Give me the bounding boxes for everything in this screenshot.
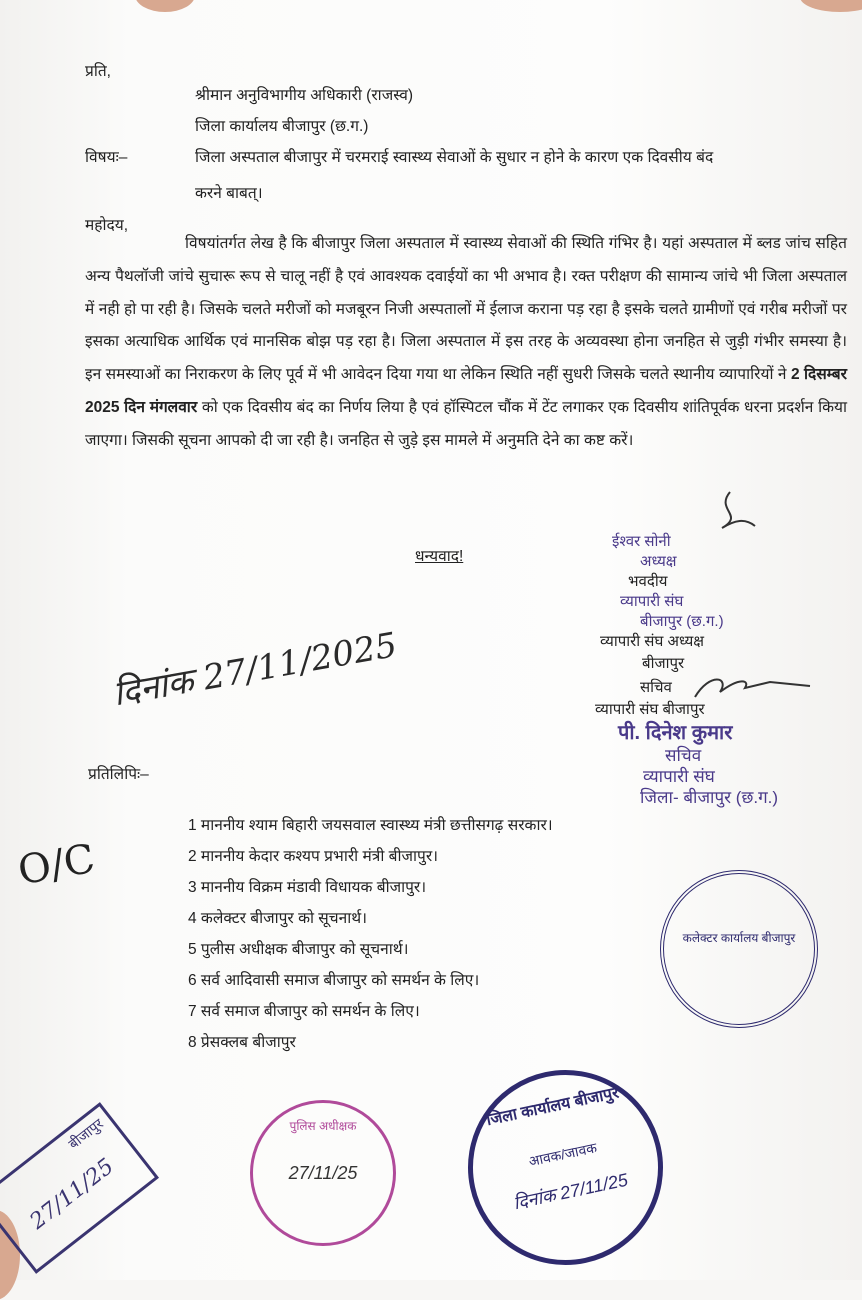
inward-stamp-rect xyxy=(0,1102,159,1274)
handwritten-date: दिनांक 27/11/2025 xyxy=(110,625,401,715)
stamp1-date: 27/11/25 xyxy=(25,1154,119,1235)
collector-stamp xyxy=(660,870,818,1028)
secretary-stamp-place: जिला- बीजापुर (छ.ग.) xyxy=(640,788,779,807)
to-label: प्रति, xyxy=(85,63,111,80)
stamp3-date: 27/11/25 xyxy=(288,1163,358,1183)
subject-line2: करने बाबत्। xyxy=(195,185,263,202)
typed-yours: भवदीय xyxy=(628,573,668,590)
copy-item: 7 सर्व समाज बीजापुर को समर्थन के लिए। xyxy=(188,1003,420,1020)
handwritten-oc: O/C xyxy=(14,835,99,895)
stamp4-note: आवक/जावक xyxy=(527,1139,599,1170)
copy-item: 6 सर्व आदिवासी समाज बीजापुर को समर्थन के लिए। xyxy=(188,972,480,989)
stamp1-text: बीजापुर xyxy=(65,1115,107,1153)
body-part1: विषयांतर्गत लेख है कि बीजापुर जिला अस्पताल में स्वास्थ्य सेवाओं की स्थिति गंभिर है। यहां अस्पताल में ब्लड जांच सहित अन्य पैथलॉजी जांचे सुचारू रूप से चालू नहीं है एवं आवश्यक दवाईयों का भी अभाव है। रक्त परीक्षण की सामान्य जांचे भी जिला अस्पताल में नही हो पा रही है। जिसके चलते मरीजों को मजबूरन निजी अस्पतालों में ईलाज कराना पड़ रहा है इसके चलते ग्रामीणों एवं गरीब मरीजों पर इसका अत्याधिक आर्थिक एवं मानसिक बोझ पड़ रहा है। जिला अस्पताल में इस तरह के अव्यवस्था होना जनहित से जुड़ी गंभीर समस्या है। इन समस्याओं का निराकरण के लिए पूर्व में भी आवेदन दिया गया था लेकिन स्थिति नहीं सुधरी जिसके चलते स्थानीय व्यापारियों ने xyxy=(85,235,847,384)
copy-item: 5 पुलीस अधीक्षक बीजापुर को सूचनार्थ। xyxy=(188,941,409,958)
recipient-line2: जिला कार्यालय बीजापुर (छ.ग.) xyxy=(195,118,369,135)
copy-item: 1 माननीय श्याम बिहारी जयसवाल स्वास्थ्य मंत्री छत्तीसगढ़ सरकार। xyxy=(188,817,553,834)
copies-label: प्रतिलिपिः– xyxy=(88,766,149,783)
copy-item: 3 माननीय विक्रम मंडावी विधायक बीजापुर। xyxy=(188,879,427,896)
district-office-stamp xyxy=(450,1052,681,1283)
typed-president-role: व्यापारी संघ अध्यक्ष xyxy=(600,633,705,650)
recipient-line1: श्रीमान अनुविभागीय अधिकारी (राजस्व) xyxy=(195,87,414,104)
stamp3-text: पुलिस अधीक्षक xyxy=(289,1119,357,1133)
secretary-stamp-title: सचिव xyxy=(665,746,702,765)
president-org-stamp: व्यापारी संघ xyxy=(620,593,684,610)
subject-line1: जिला अस्पताल बीजापुर में चरमराई स्वास्थ्य सेवाओं के सुधार न होने के कारण एक दिवसीय बंद xyxy=(195,149,714,166)
police-stamp xyxy=(250,1100,396,1246)
copy-item: 4 कलेक्टर बीजापुर को सूचनार्थ। xyxy=(188,910,368,927)
copy-item: 8 प्रेसक्लब बीजापुर xyxy=(188,1034,296,1051)
stamp2-text: कलेक्टर कार्यालय बीजापुर xyxy=(682,931,796,945)
president-place-stamp: बीजापुर (छ.ग.) xyxy=(640,613,724,630)
typed-place: बीजापुर xyxy=(642,655,685,672)
subject-label: विषयः– xyxy=(85,149,128,166)
secretary-signature xyxy=(690,672,820,702)
secretary-stamp-name: पी. दिनेश कुमार xyxy=(618,722,733,744)
secretary-label: सचिव xyxy=(640,679,672,696)
finger-top-right xyxy=(800,0,862,12)
stamp4-text: जिला कार्यालय बीजापुर xyxy=(484,1084,621,1130)
stamp4-date: दिनांक 27/11/25 xyxy=(511,1169,630,1214)
body-part2: को एक दिवसीय बंद का निर्णय लिया है एवं हॉस्पिटल चौंक में टेंट लगाकर एक दिवसीय शांतिपूर्वक धरना प्रदर्शन किया जाएगा। जिसकी सूचना आपको दी जा रही है। जनहित से जुड़े इस मामले में अनुमति देने का कष्ट करें। xyxy=(85,398,847,449)
secretary-stamp-org: व्यापारी संघ xyxy=(643,767,715,786)
finger-top xyxy=(135,0,195,12)
copy-item: 2 माननीय केदार कश्यप प्रभारी मंत्री बीजापुर। xyxy=(188,848,439,865)
president-signature xyxy=(700,490,760,530)
secretary-org-typed: व्यापारी संघ बीजापुर xyxy=(595,701,705,718)
body-bold-date: 2 दिसम्बर 2025 दिन मंगलवार xyxy=(85,366,847,416)
thanks: धन्यवाद! xyxy=(415,548,464,565)
president-title-stamp: अध्यक्ष xyxy=(640,553,677,570)
president-name-stamp: ईश्वर सोनी xyxy=(612,533,671,550)
salutation: महोदय, xyxy=(85,217,129,234)
letter-body xyxy=(85,228,847,458)
